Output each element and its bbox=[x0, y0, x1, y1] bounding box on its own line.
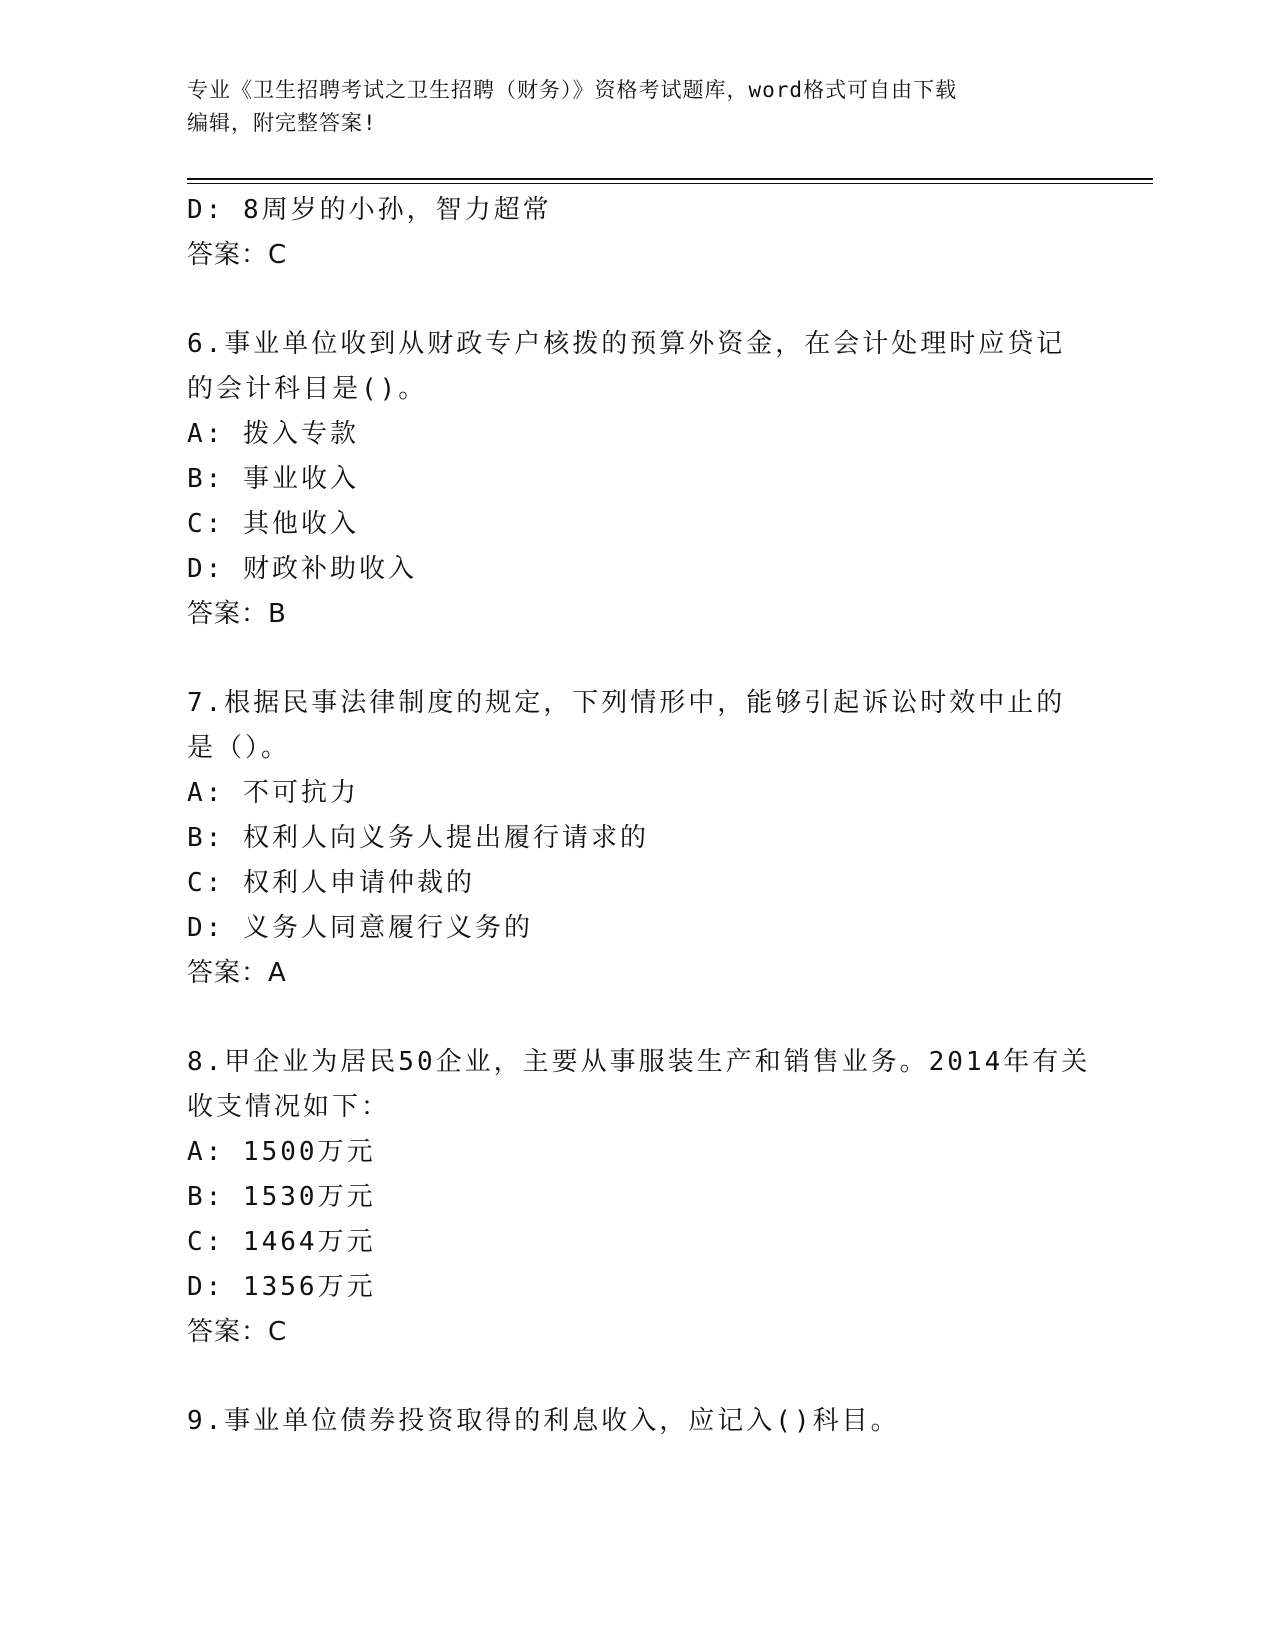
document-body bbox=[187, 188, 1091, 1444]
question-7 bbox=[187, 681, 1087, 996]
answer: 答案：B bbox=[187, 599, 287, 629]
option-a: A: 1500万元 bbox=[187, 1137, 376, 1167]
question-stem-continued: 是（）。 bbox=[187, 733, 291, 763]
question-stem: 6.事业单位收到从财政专户核拨的预算外资金，在会计处理时应贷记 bbox=[187, 329, 1066, 359]
page-header bbox=[187, 74, 1087, 140]
option-d: D: 财政补助收入 bbox=[187, 554, 417, 584]
spacer bbox=[187, 278, 1087, 322]
spacer bbox=[187, 637, 1087, 681]
option-d: D: 义务人同意履行义务的 bbox=[187, 913, 533, 943]
answer: 答案：C bbox=[187, 1317, 288, 1347]
option-b: B: 事业收入 bbox=[187, 464, 359, 494]
spacer bbox=[187, 996, 1087, 1040]
answer: 答案：A bbox=[187, 958, 287, 988]
question-5-tail bbox=[187, 188, 1087, 278]
answer: 答案：C bbox=[187, 240, 288, 270]
option-a: A: 拨入专款 bbox=[187, 419, 359, 449]
option-a: A: 不可抗力 bbox=[187, 778, 359, 808]
question-stem: 7.根据民事法律制度的规定，下列情形中，能够引起诉讼时效中止的 bbox=[187, 688, 1066, 718]
header-divider-thin bbox=[187, 183, 1153, 184]
header-divider-thick bbox=[187, 178, 1153, 180]
question-9 bbox=[187, 1399, 1087, 1444]
header-line-2: 编辑，附完整答案! bbox=[187, 111, 377, 135]
option-c: C: 权利人申请仲裁的 bbox=[187, 868, 475, 898]
option-b: B: 1530万元 bbox=[187, 1182, 376, 1212]
question-stem: 9.事业单位债券投资取得的利息收入，应记入()科目。 bbox=[187, 1406, 900, 1436]
option-c: C: 1464万元 bbox=[187, 1227, 376, 1257]
question-6 bbox=[187, 322, 1087, 637]
option-d: D: 8周岁的小孙，智力超常 bbox=[187, 195, 552, 225]
question-stem-continued: 收支情况如下： bbox=[187, 1092, 391, 1122]
spacer bbox=[187, 1355, 1087, 1399]
header-line-1: 专业《卫生招聘考试之卫生招聘（财务）》资格考试题库，word格式可自由下载 bbox=[187, 78, 958, 102]
option-c: C: 其他收入 bbox=[187, 509, 359, 539]
question-stem: 8.甲企业为居民50企业，主要从事服装生产和销售业务。2014年有关 bbox=[187, 1047, 1091, 1077]
option-d: D: 1356万元 bbox=[187, 1272, 376, 1302]
option-b: B: 权利人向义务人提出履行请求的 bbox=[187, 823, 649, 853]
question-8 bbox=[187, 1040, 1091, 1355]
question-stem-continued: 的会计科目是()。 bbox=[187, 374, 428, 404]
